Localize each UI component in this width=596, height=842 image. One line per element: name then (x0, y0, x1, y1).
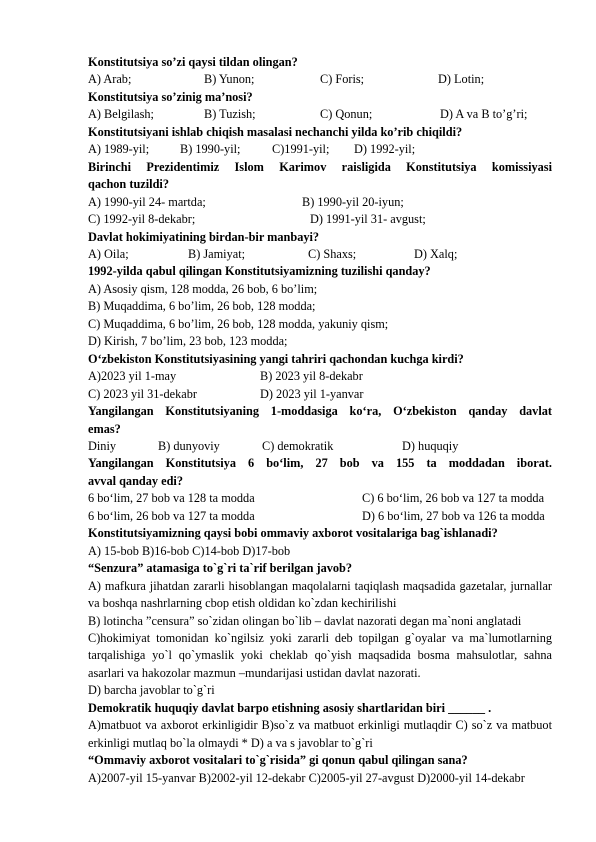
option: D) huquqiy (402, 438, 459, 453)
option: D) 1991-yil 31- avgust; (310, 212, 426, 227)
option: B) 1990-yil; (180, 142, 241, 157)
option: D) A va B to’g’ri; (440, 107, 528, 122)
option: B) 1990-yil 20-iyun; (302, 194, 404, 209)
question-4-line-2: qachon tuzildi? (88, 177, 169, 192)
question-8-line-1: Yangilangan Konstitutsiyaning 1-moddasiga ko‘ra, O‘zbekiston qanday davlat (88, 404, 552, 419)
answer-a: A) mafkura jihatdan zararli hisoblangan maqolalarni taqiqlash maqsadida gazetalar, jurnallar va boshqa nashrlarning cbop etish oldidan ko`zdan kechirilishi (88, 578, 552, 611)
option: B) Muqaddima, 6 bo’lim, 26 bob, 128 modda; (88, 299, 316, 314)
question-10: Konstitutsiyamizning qaysi bobi ommaviy axborot vositalariga bag`ishlanadi? (88, 526, 498, 541)
option: D) 2023 yil 1-yanvar (260, 386, 364, 401)
option: D) 6 bo‘lim, 27 bob va 126 ta modda (362, 508, 545, 523)
question-3-options (88, 141, 552, 158)
option: B) Yunon; (204, 72, 255, 87)
answer-d: D) barcha javoblar to`g`ri (88, 683, 215, 698)
question-1-options (88, 71, 552, 88)
option: C) Qonun; (320, 107, 373, 122)
question-9-line-1: Yangilangan Konstitutsiya 6 bo‘lim, 27 bob va 155 ta moddadan iborat. (88, 456, 552, 471)
question-12: Demokratik huquqiy davlat barpo etishning asosiy shartlaridan biri ______ . (88, 700, 492, 715)
option: A) Asosiy qism, 128 modda, 26 bob, 6 bo’lim; (88, 281, 318, 296)
option: C) 6 bo‘lim, 26 bob va 127 ta modda (362, 491, 545, 506)
question-4-line-1: Birinchi Prezidentimiz Islom Karimov raisligida Konstitutsiya komissiyasi (88, 159, 552, 174)
question-7-options-row-2 (88, 386, 552, 403)
option: C)1991-yil; (272, 142, 330, 157)
question-1: Konstitutsiya so’zi qaysi tildan olingan? (88, 55, 298, 69)
question-13: “Ommaviy axborot vositalari to`g`risida” gi qonun qabul qilingan sana? (88, 753, 468, 768)
option: A) 1990-yil 24- martda; (88, 194, 206, 209)
question-7: O‘zbekiston Konstitutsiyasining yangi tahriri qachondan kuchga kirdi? (88, 351, 464, 366)
answer-c: C)hokimiyat tomonidan ko`ngilsiz yoki zararli deb topilgan g`oyalar va ma`lumotlarning tarqalishiga yo`l qo`ymaslik yoki cheklab qo`yish maqsadida bosma mahsulotlar, sahna asarlari va hakozolar mazmun –mundarijasi ustidan davlat nazorati. (88, 630, 552, 680)
question-2: Konstitutsiya so’zinig ma’nosi? (88, 89, 253, 104)
option: C) Muqaddima, 6 bo’lim, 26 bob, 128 modda, yakuniy qism; (88, 316, 389, 331)
option: D) Xalq; (414, 246, 458, 261)
question-6: 1992-yilda qabul qilingan Konstitutsiyamizning tuzilishi qanday? (88, 264, 431, 279)
option: B) Jamiyat; (188, 246, 246, 261)
question-4-options-row-1 (88, 194, 552, 211)
question-8-line-2: emas? (88, 421, 121, 436)
option: A)2023 yil 1-may (88, 369, 177, 384)
question-2-options (88, 106, 552, 123)
option: C) Shaxs; (308, 246, 357, 261)
option: B) Tuzish; (204, 107, 256, 122)
question-7-options-row-1 (88, 368, 552, 385)
question-11: “Senzura” atamasiga to`g`ri ta`rif berilgan javob? (88, 561, 353, 576)
option: B) 2023 yil 8-dekabr (260, 369, 363, 384)
option: D) 1992-yil; (354, 142, 416, 157)
option: A) Arab; (88, 72, 132, 87)
question-12-answers: A)matbuot va axborot erkinligidir B)so`z va matbuot erkinligi mutlaqdir C) so`z va matbuot erkinligi mutlaq bo`la olmaydi * D) a va s javoblar to`g`ri (88, 718, 552, 750)
question-5-options (88, 246, 552, 263)
option: B) dunyoviy (158, 438, 220, 453)
answer-b: B) lotincha ”censura” so`zidan olingan bo`lib – davlat nazorati degan ma`noni anglatadi (88, 613, 522, 628)
option: 6 bo‘lim, 27 bob va 128 ta modda (88, 491, 255, 506)
option: A) Oila; (88, 246, 129, 261)
question-5: Davlat hokimiyatining birdan-bir manbayi? (88, 229, 320, 244)
question-10-options: A) 15-bob B)16-bob C)14-bob D)17-bob (88, 543, 291, 558)
document-page (88, 54, 552, 787)
option: 6 bo‘lim, 26 bob va 127 ta modda (88, 508, 255, 523)
option: A) Belgilash; (88, 107, 154, 122)
question-3: Konstitutsiyani ishlab chiqish masalasi nechanchi yilda ko’rib chiqildi? (88, 124, 463, 139)
question-9-line-2: avval qanday edi? (88, 473, 183, 488)
option: C) 2023 yil 31-dekabr (88, 386, 197, 401)
option: Diniy (88, 438, 117, 453)
option: A) 1989-yil; (88, 142, 150, 157)
option: D) Lotin; (438, 72, 485, 87)
question-4-options-row-2 (88, 211, 552, 228)
option: C) demokratik (262, 438, 334, 453)
question-8-options (88, 438, 552, 455)
option: C) Foris; (320, 72, 365, 87)
question-9-options-row-2 (88, 508, 552, 525)
question-13-answers: A)2007-yil 15-yanvar B)2002-yil 12-dekabr C)2005-yil 27-avgust D)2000-yil 14-dekabr (88, 770, 525, 785)
question-9-options-row-1 (88, 490, 552, 507)
option: D) Kirish, 7 bo’lim, 23 bob, 123 modda; (88, 334, 288, 349)
option: C) 1992-yil 8-dekabr; (88, 212, 196, 227)
